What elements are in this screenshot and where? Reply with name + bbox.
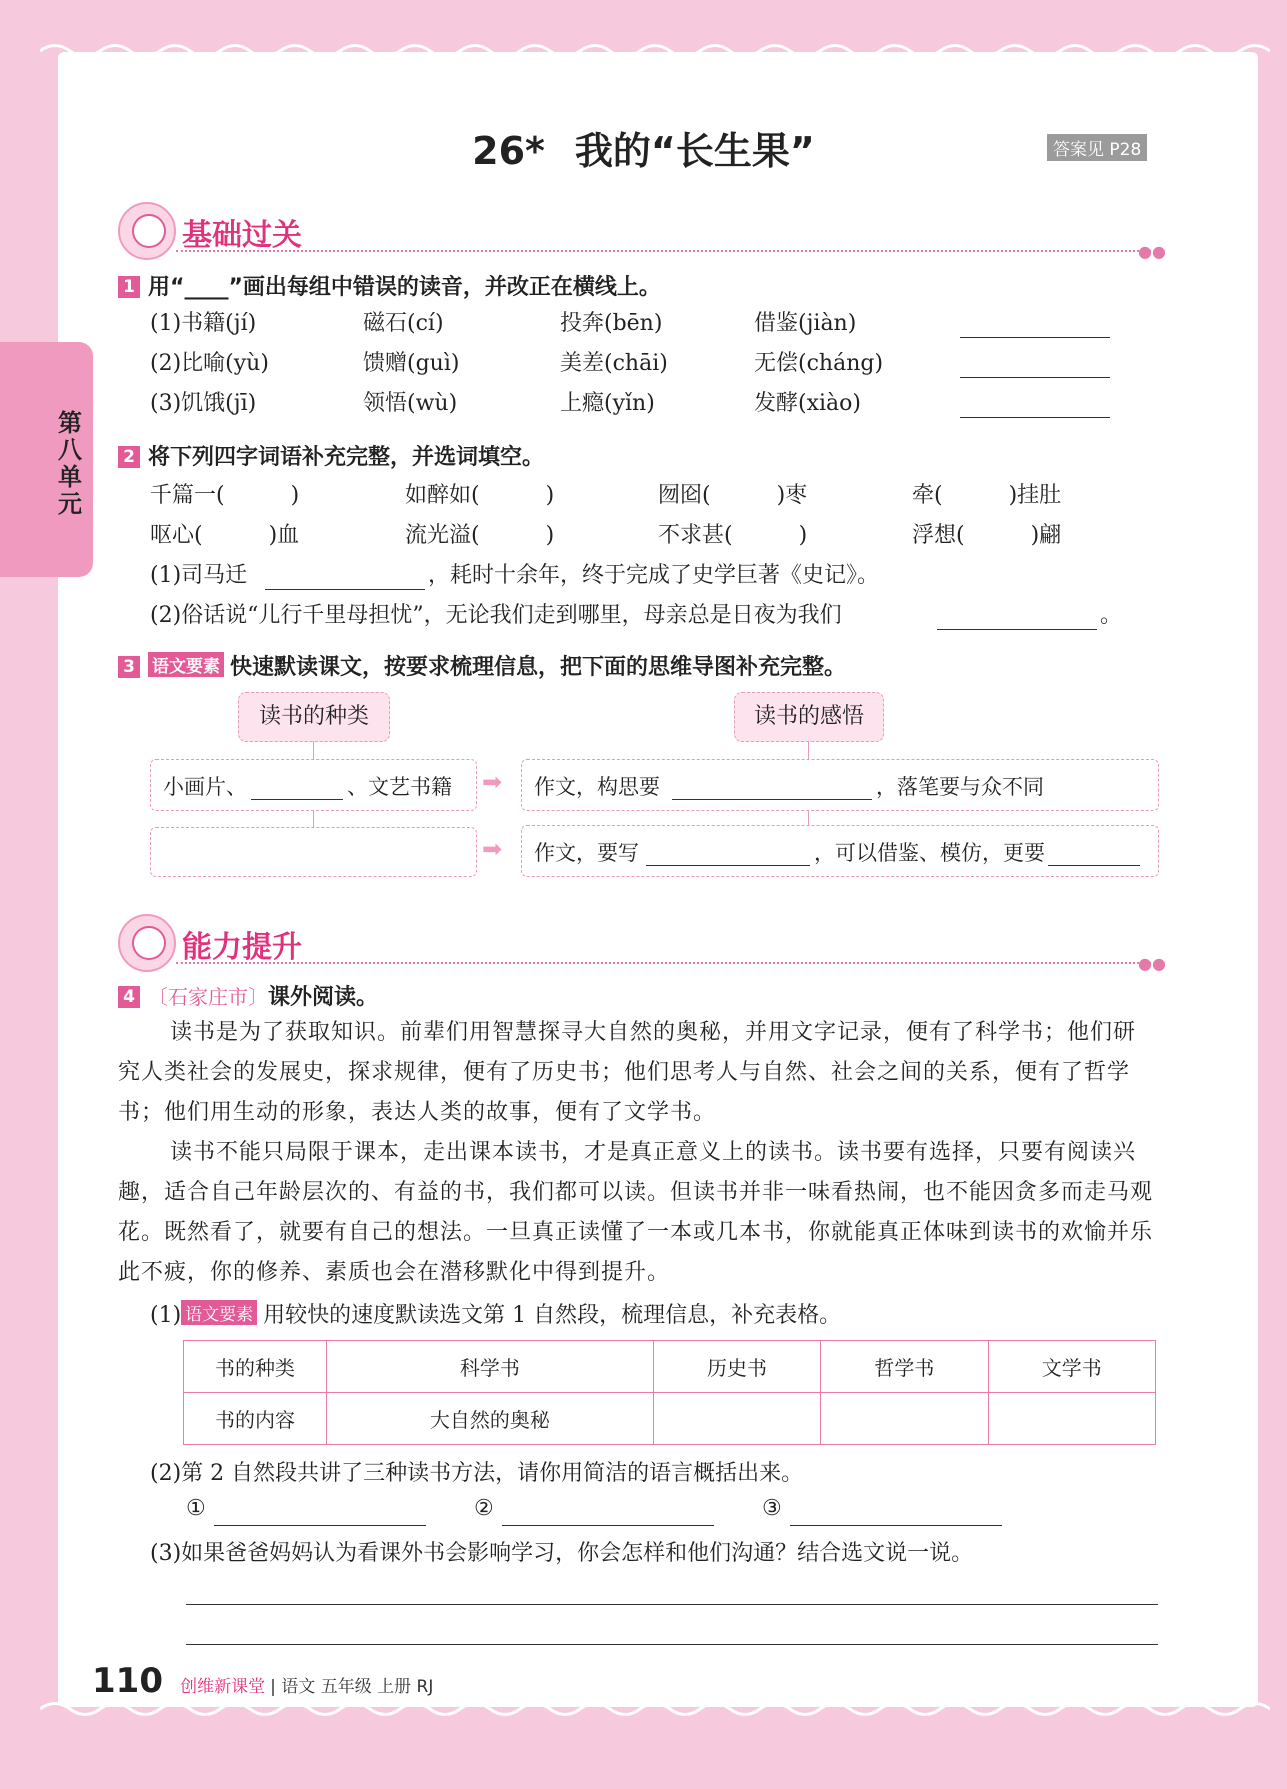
q2-word-1[interactable]: 千篇一( ) — [150, 483, 300, 508]
q2-word-7[interactable]: 不求甚( ) — [658, 523, 808, 548]
table-row — [184, 1393, 1156, 1445]
table-cell-answer-history[interactable] — [653, 1393, 820, 1445]
lesson-number: 26* — [472, 129, 545, 173]
q4-sub-2-blank-2[interactable] — [502, 1524, 714, 1526]
q2-word-6[interactable]: 流光溢( ) — [405, 523, 555, 548]
q1-row-3-item-4: 发酵(xiào) — [754, 391, 861, 416]
answer-reference-badge: 答案见 P28 — [1047, 134, 1147, 161]
q2-sentence-1-blank[interactable] — [265, 588, 425, 590]
q2-word-4[interactable]: 牵( )挂肚 — [912, 483, 1062, 508]
footer-brand: 创维新课堂 — [180, 1677, 266, 1697]
q1-row-3-item-2: 领悟(wù) — [363, 391, 458, 416]
table-cell: 哲学书 — [821, 1341, 988, 1393]
q4-mark-3: ③ — [762, 1496, 782, 1521]
mindmap-types-1-blank[interactable] — [251, 798, 343, 800]
mindmap-head-insights: 读书的感悟 — [734, 692, 884, 742]
section-header-basic — [118, 202, 1166, 262]
q2-sentence-2-end: 。 — [1100, 603, 1123, 628]
table-cell: 书的种类 — [184, 1341, 327, 1393]
q1-answer-line-2[interactable] — [960, 376, 1110, 378]
unit-tab-label: 第八单元 — [58, 409, 82, 518]
q1-row-2-item-4: 无偿(cháng) — [754, 351, 884, 376]
question-4-source: 〔石家庄市〕 — [148, 985, 268, 1009]
question-4-number: 4 — [118, 986, 140, 1008]
mindmap-insight-box-2 — [521, 825, 1159, 877]
arrow-right-icon: ➡ — [482, 768, 503, 796]
q4-mark-1: ① — [186, 1496, 206, 1521]
section-header-ability — [118, 914, 1166, 974]
table-cell: 科学书 — [327, 1341, 654, 1393]
mindmap-types-box-1 — [150, 759, 477, 811]
mindmap-insight-1-blank[interactable] — [672, 798, 872, 800]
mindmap-insight-2-blank-1[interactable] — [646, 864, 810, 866]
section-title-basic: 基础过关 — [182, 218, 302, 253]
table-row — [184, 1341, 1156, 1393]
question-2-number: 2 — [118, 446, 140, 468]
q2-word-5[interactable]: 呕心( )血 — [150, 523, 300, 548]
q1-row-1-item-2: 磁石(cí) — [363, 311, 444, 336]
question-2-text: 将下列四字词语补充完整，并选词填空。 — [148, 445, 545, 470]
question-3-number: 3 — [118, 656, 140, 678]
table-cell-answer-philosophy[interactable] — [821, 1393, 988, 1445]
mindmap-insight-box-1 — [521, 759, 1159, 811]
question-3-prompt — [118, 650, 846, 681]
mindmap-insight-2-a: 作文，要写 — [534, 841, 639, 865]
dots-icon: ●● — [1138, 954, 1166, 973]
q4-sub-1-tag: 语文要素 — [181, 1300, 257, 1325]
mindmap-types-1-a: 小画片、 — [163, 775, 247, 799]
q1-answer-line-3[interactable] — [960, 416, 1110, 418]
table-cell: 书的内容 — [184, 1393, 327, 1445]
q1-row-2-item-2: 馈赠(guì) — [363, 351, 460, 376]
question-2-prompt — [118, 440, 544, 471]
table-cell-answer-literature[interactable] — [988, 1393, 1155, 1445]
q4-sub-1 — [150, 1298, 841, 1329]
q4-sub-1-num: (1) — [150, 1303, 182, 1328]
q2-sentence-2-start: (2)俗话说“儿行千里母担忧”，无论我们走到哪里，母亲总是日夜为我们 — [150, 603, 842, 628]
arrow-right-icon: ➡ — [482, 835, 503, 863]
mascot-icon — [118, 914, 176, 972]
q4-sub-2-blank-1[interactable] — [214, 1524, 426, 1526]
question-1-number: 1 — [118, 276, 140, 298]
table-cell: 历史书 — [653, 1341, 820, 1393]
reading-paragraph-1: 读书是为了获取知识。前辈们用智慧探寻大自然的奥秘，并用文字记录，便有了科学书；他们研究人类社会的发展史，探求规律，便有了历史书；他们思考人与自然、社会之间的关系，便有了哲学书；他们用生动的形象，表达人类的故事，便有了文学书。 — [118, 1020, 1137, 1125]
reading-paragraph-2: 读书不能只局限于课本，走出课本读书，才是真正意义上的读书。读书要有选择，只要有阅读兴趣，适合自己年龄层次的、有益的书，我们都可以读。但读书并非一味看热闹，也不能因贪多而走马观花。既然看了，就要有自己的想法。一旦真正读懂了一本或几本书，你就能真正体味到读书的欢愉并乐此不疲，你的修养、素质也会在潜移默化中得到提升。 — [118, 1140, 1154, 1285]
mindmap-insight-2-blank-2[interactable] — [1048, 864, 1140, 866]
q2-word-8[interactable]: 浮想( )翩 — [912, 523, 1062, 548]
q4-sub-3-answer-line-2[interactable] — [186, 1643, 1158, 1645]
q1-row-1-item-4: 借鉴(jiàn) — [754, 311, 857, 336]
q4-sub-3-answer-line-1[interactable] — [186, 1603, 1158, 1605]
question-3-tag: 语文要素 — [148, 652, 224, 677]
book-info-table — [183, 1340, 1156, 1445]
page-footer — [92, 1661, 433, 1701]
q4-sub-2: (2)第 2 自然段共讲了三种读书方法，请你用简洁的语言概括出来。 — [150, 1461, 804, 1486]
mindmap-types-1-b: 、文艺书籍 — [347, 775, 452, 799]
mindmap-insight-1-a: 作文，构思要 — [534, 775, 660, 799]
q2-word-3[interactable]: 囫囵( )枣 — [658, 483, 808, 508]
mindmap-insight-1-b: ，落笔要与众不同 — [876, 775, 1044, 799]
mindmap-types-box-2[interactable] — [150, 827, 477, 877]
question-1-prompt — [118, 270, 661, 301]
q1-row-1-item-1: (1)书籍(jí) — [150, 311, 257, 336]
q1-row-3-item-1: (3)饥饿(jī) — [150, 391, 257, 416]
q2-sentence-1-end: ，耗时十余年，终于完成了史学巨著《史记》。 — [428, 563, 880, 588]
mindmap-insight-2-b: ，可以借鉴、模仿，更要 — [814, 841, 1045, 865]
q1-row-1-item-3: 投奔(bēn) — [560, 311, 663, 336]
mascot-icon — [118, 202, 176, 260]
q4-mark-2: ② — [474, 1496, 494, 1521]
q2-sentence-1-start: (1)司马迁 — [150, 563, 248, 588]
q4-sub-1-text: 用较快的速度默读选文第 1 自然段，梳理信息，补充表格。 — [263, 1303, 842, 1328]
question-3-text: 快速默读课文，按要求梳理信息，把下面的思维导图补充完整。 — [230, 655, 847, 680]
q4-sub-2-blank-3[interactable] — [790, 1524, 1002, 1526]
q2-word-2[interactable]: 如醉如( ) — [405, 483, 555, 508]
question-1-text: 用“____”画出每组中错误的读音，并改正在横线上。 — [148, 275, 661, 300]
section-title-ability: 能力提升 — [182, 930, 302, 965]
question-4-prompt — [118, 980, 378, 1011]
q1-row-2-item-1: (2)比喻(yù) — [150, 351, 269, 376]
q1-answer-line-1[interactable] — [960, 336, 1110, 338]
q1-row-2-item-3: 美差(chāi) — [560, 351, 668, 376]
lesson-title-text: 我的“长生果” — [574, 129, 815, 173]
page-number: 110 — [92, 1661, 163, 1701]
wavy-border-bottom — [40, 1698, 1270, 1720]
dots-icon: ●● — [1138, 242, 1166, 261]
q4-sub-3: (3)如果爸爸妈妈认为看课外书会影响学习，你会怎样和他们沟通？结合选文说一说。 — [150, 1541, 974, 1566]
unit-side-tab — [0, 342, 93, 577]
table-cell: 文学书 — [988, 1341, 1155, 1393]
q2-sentence-2-blank[interactable] — [937, 628, 1097, 630]
question-4-text: 课外阅读。 — [268, 985, 379, 1010]
table-cell: 大自然的奥秘 — [327, 1393, 654, 1445]
footer-meta: | 语文 五年级 上册 RJ — [270, 1677, 434, 1697]
q1-row-3-item-3: 上瘾(yǐn) — [560, 391, 655, 416]
mindmap-head-types: 读书的种类 — [238, 692, 390, 742]
